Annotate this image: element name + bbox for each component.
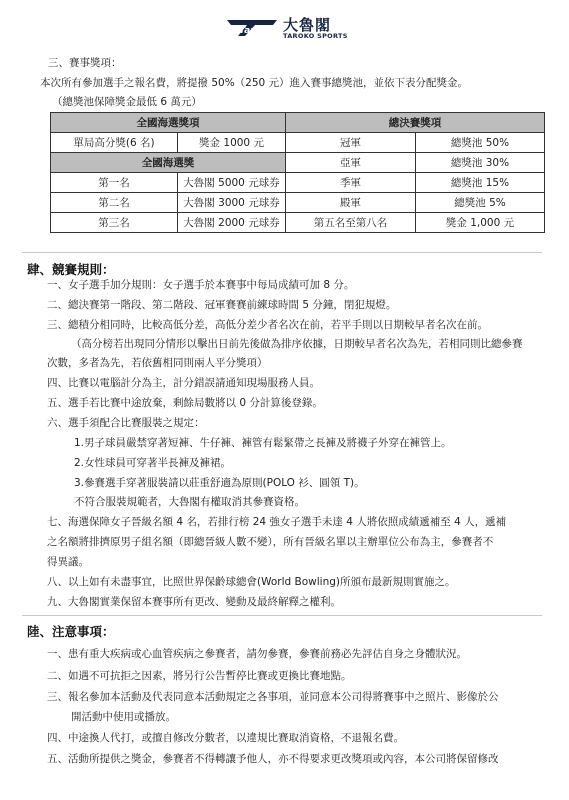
- rule-line: 3.參賽選手穿著服裝請以莊重舒適為原則(POLO 衫、圓領 T)。: [74, 477, 365, 489]
- rule-line: 次數，多者為先，若依舊相同則兩人平分獎項）: [47, 357, 268, 369]
- rule-line: 之名額將排擠原男子組名額（即總晉級人數不變），所有晉級名單以主辦單位公布為主，參賽者不: [47, 536, 494, 548]
- rule-line: 2.女性球員可穿著半長褲及褲裙。: [74, 457, 232, 469]
- rule-line: 七、海選保障女子晉級名額 4 名，若排行榜 24 強女子選手未達 4 人將依照成績遞補至 4 人，遞補: [47, 516, 507, 528]
- taroko-logo: [225, 10, 365, 44]
- table-header-left: 全國海選獎項: [51, 113, 286, 133]
- sec4-title: 肆、競賽規則：: [27, 262, 115, 277]
- rule-line: 一、女子選手加分規則：女子選手於本賽事中每局成績可加 8 分。: [47, 279, 355, 291]
- prize-table: [50, 112, 545, 233]
- table-cell: 大魯閣 5000 元球券: [178, 173, 286, 193]
- rule-line: 四、比賽以電腦計分為主，計分錯誤請通知現場服務人員。: [47, 377, 320, 389]
- rule-line: （高分榜若出現同分情形以擊出日前先後做為排序依據，日期較早者名次為先，若相同則比總參賽: [71, 338, 523, 350]
- table-cell: 大魯閣 2000 元球券: [178, 213, 286, 233]
- rule-line: 九、大魯閣實業保留本賽事所有更改、變動及最終解釋之權利。: [47, 596, 341, 608]
- taroko-logo-mark-icon: [225, 16, 279, 38]
- table-row: [51, 213, 545, 233]
- notice-line: 五、活動所提供之獎金，參賽者不得轉讓予他人，亦不得要求更改獎項或內容，本公司將保留修改: [47, 753, 499, 765]
- table-row: [51, 133, 545, 153]
- rule-line: 八、以上如有未盡事宜，比照世界保齡球總會(World Bowling)所頒布最新規則實施之。: [47, 576, 456, 588]
- table-header-row: [51, 113, 545, 133]
- divider: [22, 252, 542, 253]
- sec3-intro: 本次所有參加選手之報名費，將提撥 50%（250 元）進入賽事總獎池，並依下表分配獎金。: [40, 77, 469, 89]
- notice-line: 二、如遇不可抗拒之因素，將另行公告暫停比賽或更換比賽地點。: [47, 670, 352, 682]
- sec5-title: 陸、注意事項：: [27, 624, 115, 639]
- table-cell: 亞軍: [286, 153, 416, 173]
- svg-text:Taroko: Taroko: [239, 26, 273, 36]
- rule-line: 不符合服裝規範者，大魯閣有權取消其參賽資格。: [74, 496, 305, 508]
- notice-line: 三、報名參加本活動及代表同意本活動規定之各事項，並同意本公司得將賽事中之照片、影像於公: [47, 691, 499, 703]
- notice-line: 四、中途換人代打，或擅自修改分數者，以違規比賽取消資格，不退報名費。: [47, 732, 404, 744]
- brand-name-cn: 大魯閣: [283, 16, 332, 34]
- divider: [22, 615, 542, 616]
- sec3-note: （總獎池保障獎金最低 6 萬元）: [52, 96, 202, 108]
- table-row: [51, 193, 545, 213]
- table-cell: 第五名至第八名: [286, 213, 416, 233]
- table-cell: 獎金 1,000 元: [416, 213, 545, 233]
- table-cell: 冠軍: [286, 133, 416, 153]
- table-cell: 獎金 1000 元: [178, 133, 286, 153]
- table-cell: 總獎池 15%: [416, 173, 545, 193]
- rule-line: 1.男子球員嚴禁穿著短褲、牛仔褲、褲管有鬆緊帶之長褲及將襪子外穿在褲管上。: [74, 437, 452, 449]
- table-header-right: 總決賽獎項: [286, 113, 545, 133]
- table-cell: 第三名: [51, 213, 178, 233]
- brand-name-en: TAROKO SPORTS: [283, 32, 348, 40]
- table-cell: 大魯閣 3000 元球券: [178, 193, 286, 213]
- table-cell: 季軍: [286, 173, 416, 193]
- table-cell: 第一名: [51, 173, 178, 193]
- table-cell: 殿軍: [286, 193, 416, 213]
- rule-line: 二、總決賽第一階段、第二階段、冠軍賽賽前練球時間 5 分鐘，閉犯規燈。: [47, 299, 397, 311]
- sec3-title: 三、賽事獎項：: [48, 57, 122, 69]
- rule-line: 六、選手須配合比賽服裝之規定：: [47, 417, 205, 429]
- rule-line: 得異議。: [47, 556, 89, 568]
- notice-line: 一、患有重大疾病或心血管疾病之參賽者，請勿參賽，參賽前務必先評估自身之身體狀況。: [47, 648, 467, 660]
- table-cell: 總獎池 5%: [416, 193, 545, 213]
- table-cell: 單局高分獎(6 名): [51, 133, 178, 153]
- table-cell: 第二名: [51, 193, 178, 213]
- rule-line: 三、總積分相同時，比較高低分差，高低分差少者名次在前，若平手則以日期較早者名次在前。: [47, 319, 488, 331]
- table-cell: 總獎池 50%: [416, 133, 545, 153]
- table-cell: 總獎池 30%: [416, 153, 545, 173]
- table-sub-header: 全國海選獎: [51, 153, 286, 173]
- notice-line: 開活動中使用或播放。: [71, 711, 176, 723]
- rule-line: 五、選手若比賽中途放棄，剩餘局數將以 0 分計算後登錄。: [47, 397, 323, 409]
- table-row: [51, 173, 545, 193]
- table-row: [51, 153, 545, 173]
